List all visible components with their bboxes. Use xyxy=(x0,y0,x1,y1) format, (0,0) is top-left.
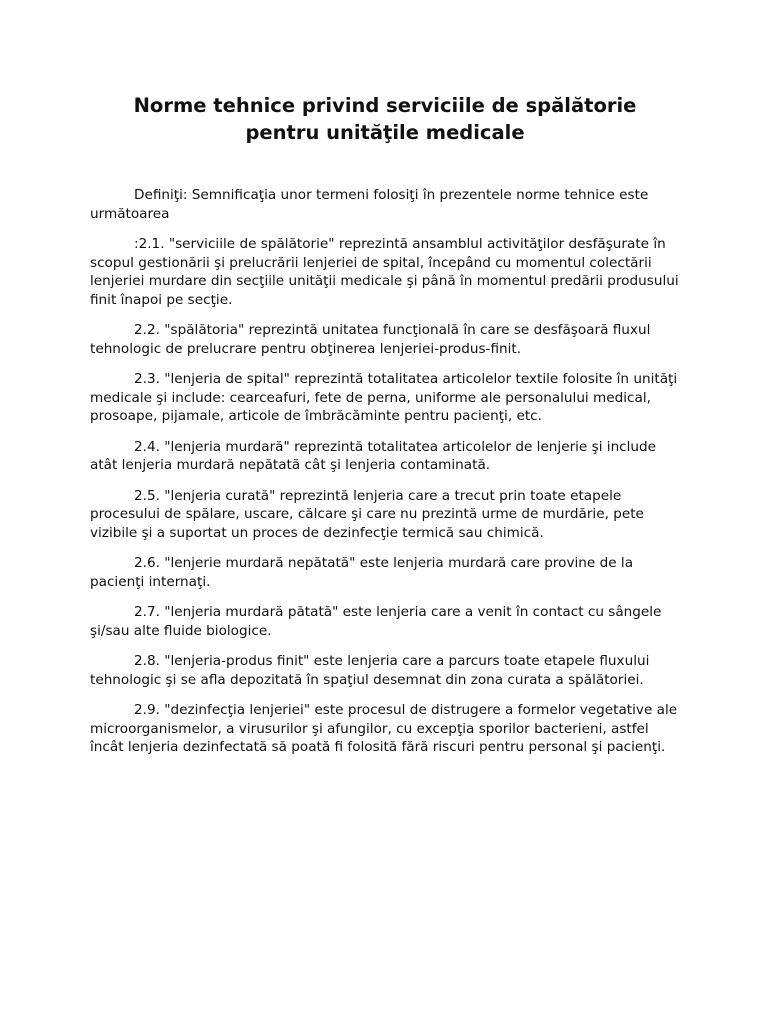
paragraph-definitions: Definiţi: Semnificaţia unor termeni folosiţi în prezentele norme tehnice este următoarea xyxy=(90,187,649,222)
paragraph-2-3: 2.3. "lenjeria de spital" reprezintă totalitatea articolelor textile folosite în unităţi medicale şi include: cearceafuri, fete de perna, uniforme ale personalului medical, prosoape, pijamale, articole de îmbrăcăminte pentru pacienţi, etc. xyxy=(90,371,678,424)
paragraph-2-9: 2.9. "dezinfecţia lenjeriei" este procesul de distrugere a formelor vegetative ale microorganismelor, a virusurilor şi afungilor, cu excepţia sporilor bacterieni, astfel încât lenjeria dezinfectată să poată fi folosită fără riscuri pentru personal şi pacienţi. xyxy=(90,702,678,755)
paragraph-2-2: 2.2. "spălătoria" reprezintă unitatea funcţională în care se desfăşoară fluxul tehnologic de prelucrare pentru obţinerea lenjeriei-produs-finit. xyxy=(90,322,651,357)
paragraph-2-7: 2.7. "lenjeria murdară pătată" este lenjeria care a venit în contact cu sângele şi/sau alte fluide biologice. xyxy=(90,604,662,639)
paragraph-2-8: 2.8. "lenjeria-produs finit" este lenjeria care a parcurs toate etapele fluxului tehnologic şi se afla depozitată în spaţiul desemnat din zona curata a spălătoriei. xyxy=(90,653,650,688)
paragraph-2-5: 2.5. "lenjeria curată" reprezintă lenjeria care a trecut prin toate etapele procesului de spălare, uscare, călcare şi care nu prezintă urme de murdărie, pete vizibile şi a suportat un proces de dezinfecţie termică sau chimică. xyxy=(90,487,644,541)
paragraph-2-6: 2.6. "lenjerie murdară nepătată" este lenjeria murdară care provine de la pacienţi internaţi. xyxy=(90,555,634,590)
title-line-2: pentru unităţile medicale xyxy=(245,121,525,144)
paragraph-2-4: 2.4. "lenjeria murdară" reprezintă totalitatea articolelor de lenjerie şi include atât lenjeria murdară nepătată cât şi lenjeria contaminată. xyxy=(90,438,657,473)
document-page xyxy=(90,92,680,769)
document-body xyxy=(90,186,680,757)
document-title xyxy=(90,92,680,146)
paragraph-2-1: :2.1. "serviciile de spălătorie" reprezintă ansamblul activităţilor desfăşurate în scopul gestionării şi prelucrării lenjeriei de spital, începând cu momentul colectării lenjeriei murdare din secţiile unităţii medicale şi până în momentul predării produsului finit înapoi pe secţie. xyxy=(90,236,679,308)
title-line-1: Norme tehnice privind serviciile de spălătorie xyxy=(133,94,637,117)
